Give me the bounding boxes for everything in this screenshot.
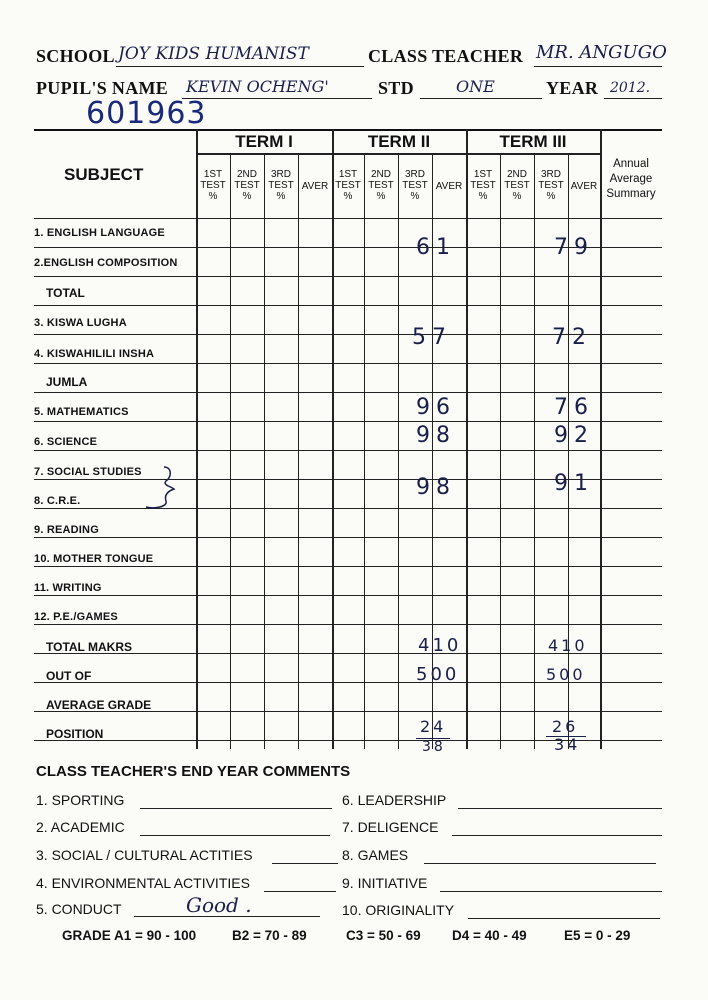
row-cre: 8. C.R.E. [34,495,81,507]
t3-test3-header: 3RD TEST % [538,169,564,202]
science-term2-mark: 98 [416,423,456,448]
grade-d4: D4 = 40 - 49 [452,928,527,943]
comment-deligence-line [452,835,662,836]
comment-social: 3. SOCIAL / CULTURAL ACTITIES [36,847,253,863]
year-value: 2012. [610,80,651,96]
school-underline [116,66,364,67]
row-social-studies: 7. SOCIAL STUDIES [34,466,142,478]
kiswahili-term2-mark: 57 [412,325,452,350]
comment-environmental: 4. ENVIRONMENTAL ACTIVITIES [36,875,250,891]
total-term3: 410 [548,636,588,655]
term-2-header: TERM II [367,132,431,151]
school-value: JOY KIDS HUMANIST [118,44,309,64]
row-kiswahili-insha: 4. KISWAHILILI INSHA [34,348,155,360]
conduct-value: Good . [186,893,252,917]
outof-term2: 500 [416,664,460,685]
comment-academic-line [140,835,330,836]
row-science: 6. SCIENCE [34,436,98,448]
row-reading: 9. READING [34,524,99,536]
pupil-underline [182,98,372,99]
row-pe-games: 12. P.E./GAMES [34,611,118,623]
position-term2-of: 38 [422,739,446,755]
comment-academic: 2. ACADEMIC [36,819,125,835]
t3-aver-header: AVER [570,181,598,192]
comment-sporting: 1. SPORTING [36,792,125,808]
t2-aver-header: AVER [435,181,463,192]
subject-header: SUBJECT [64,165,144,184]
row-mathematics: 5. MATHEMATICS [34,406,129,418]
outof-term3: 500 [546,665,586,684]
comment-social-line [272,863,338,864]
row-english-composition: 2.ENGLISH COMPOSITION [34,257,178,269]
comments-title: CLASS TEACHER'S END YEAR COMMENTS [36,763,351,780]
pupil-label: PUPIL'S NAME [36,78,169,98]
t2-test1-header: 1ST TEST % [335,169,361,202]
comment-games: 8. GAMES [342,847,409,863]
row-english-language: 1. ENGLISH LANGUAGE [34,227,165,239]
english-term3-mark: 79 [554,235,594,260]
row-jumla: JUMLA [46,375,88,389]
year-underline [604,98,662,99]
row-position: POSITION [46,727,104,741]
std-value: ONE [456,77,495,96]
row-total-marks: TOTAL MAKRS [46,640,132,654]
t1-test2-header: 2ND TEST % [234,169,260,202]
year-label: YEAR [546,78,599,98]
math-term3-mark: 76 [554,395,594,420]
total-term2: 410 [418,635,462,656]
row-out-of: OUT OF [46,669,92,683]
comment-initiative-line [440,891,662,892]
comment-originality-line [468,918,660,919]
grade-c3: C3 = 50 - 69 [346,928,421,943]
comment-leadership: 6. LEADERSHIP [342,792,447,808]
row-mother-tongue: 10. MOTHER TONGUE [34,553,154,565]
position-term2: 24 [420,717,447,736]
row-total: TOTAL [46,286,85,300]
english-term2-mark: 61 [416,235,456,260]
comment-initiative: 9. INITIATIVE [342,875,428,891]
comment-originality: 10. ORIGINALITY [342,902,455,918]
t3-test2-header: 2ND TEST % [504,169,530,202]
t2-test2-header: 2ND TEST % [368,169,394,202]
school-label: SCHOOL [36,46,115,66]
math-term2-mark: 96 [416,395,456,420]
sscre-term3-mark: 91 [554,471,594,496]
t2-test3-header: 3RD TEST % [402,169,428,202]
comment-environmental-line [264,891,336,892]
std-underline [420,98,542,99]
pupil-value: KEVIN OCHENG' [186,77,329,96]
comment-sporting-line [140,808,332,809]
pupil-number: 601963 [86,96,207,131]
comment-leadership-line [458,808,662,809]
row-writing: 11. WRITING [34,582,102,594]
t1-test1-header: 1ST TEST % [200,169,226,202]
term-1-header: TERM I [235,132,293,151]
brace-icon [142,463,182,513]
teacher-underline [534,66,662,67]
position-term3: 26 [552,717,579,736]
row-kiswa-lugha: 3. KISWA LUGHA [34,317,127,329]
grade-e5: E5 = 0 - 29 [564,928,631,943]
t1-aver-header: AVER [301,181,329,192]
comment-games-line [424,863,656,864]
teacher-value: MR. ANGUGO [536,42,667,63]
sscre-term2-mark: 98 [416,475,456,500]
teacher-label: CLASS TEACHER [368,46,524,66]
comment-conduct: 5. CONDUCT [36,901,122,917]
annual-summary-header: Annual Average Summary [606,158,656,200]
t3-test1-header: 1ST TEST % [470,169,496,202]
term-3-header: TERM III [499,132,567,151]
grade-a1: GRADE A1 = 90 - 100 [62,928,197,943]
grade-b2: B2 = 70 - 89 [232,928,307,943]
std-label: STD [378,78,414,98]
science-term3-mark: 92 [554,423,594,448]
comment-deligence: 7. DELIGENCE [342,819,439,835]
kiswahili-term3-mark: 72 [552,325,592,350]
marks-table [34,129,662,755]
position-term3-of: 34 [554,735,581,754]
t1-test3-header: 3RD TEST % [268,169,294,202]
row-average-grade: AVERAGE GRADE [46,698,152,712]
